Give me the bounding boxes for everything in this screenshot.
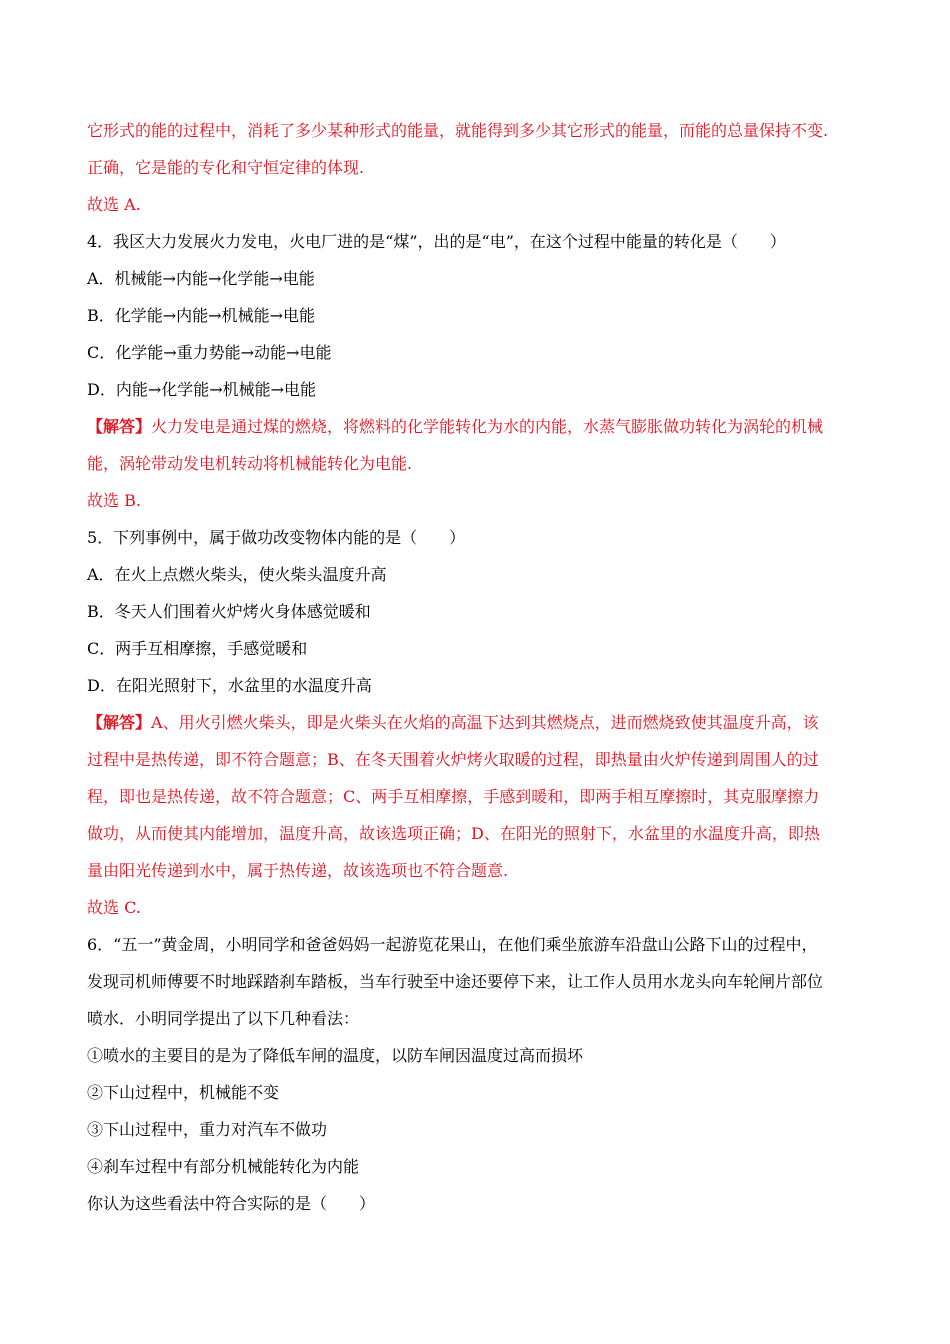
prev-answer-choice: 故选 A.: [87, 195, 141, 214]
q4-answer-text-1: 火力发电是通过煤的燃烧，将燃料的化学能转化为水的内能，水蒸气膨胀做功转化为涡轮的机械: [151, 417, 824, 436]
document-page: [87, 112, 867, 1222]
q4-answer-choice: 故选 B.: [87, 491, 141, 510]
q5-answer-line-1: [87, 704, 867, 741]
q6-statement-2: ②下山过程中，机械能不变: [87, 1083, 280, 1102]
q4-option-a: A．机械能→内能→化学能→电能: [87, 269, 315, 288]
q5-answer-line-5: 量由阳光传递到水中，属于热传递，故该选项也不符合题意.: [87, 861, 509, 880]
q4-stem: 4．我区大力发展火力发电，火电厂进的是“煤”，出的是“电”，在这个过程中能量的转化是（ ）: [87, 232, 786, 251]
q5-option-a: A．在火上点燃火柴头，使火柴头温度升高: [87, 565, 387, 584]
q5-answer-line-4: 做功，从而使其内能增加，温度升高，故该选项正确；D、在阳光的照射下，水盆里的水温度升高，即热: [87, 824, 820, 843]
q6-statement-3: ③下山过程中，重力对汽车不做功: [87, 1120, 328, 1139]
q4-answer-line-1: [87, 408, 867, 445]
q6-stem-line-2: 发现司机师傅要不时地踩踏刹车踏板，当车行驶至中途还要停下来，让工作人员用水龙头向车轮闸片部位: [87, 972, 824, 991]
q4-option-b: B．化学能→内能→机械能→电能: [87, 306, 315, 325]
q6-statement-1: ①喷水的主要目的是为了降低车闸的温度，以防车闸因温度过高而损坏: [87, 1046, 584, 1065]
prev-answer-line-2: 正确，它是能的专化和守恒定律的体现.: [87, 158, 365, 177]
q6-question: 你认为这些看法中符合实际的是（ ）: [87, 1194, 376, 1213]
q5-option-b: B．冬天人们围着火炉烤火身体感觉暖和: [87, 602, 371, 621]
q4-answer-tag: 【解答】: [87, 417, 152, 436]
q5-answer-choice: 故选 C.: [87, 898, 141, 917]
q5-answer-text-1: A、用火引燃火柴头，即是火柴头在火焰的高温下达到其燃烧点，进而燃烧致使其温度升高，该: [151, 713, 819, 732]
q4-option-d: D．内能→化学能→机械能→电能: [87, 380, 317, 399]
q5-stem: 5．下列事例中，属于做功改变物体内能的是（ ）: [87, 528, 466, 547]
q4-option-c: C．化学能→重力势能→动能→电能: [87, 343, 332, 362]
q4-answer-line-2: 能，涡轮带动发电机转动将机械能转化为电能.: [87, 454, 413, 473]
q5-option-c: C．两手互相摩擦，手感觉暖和: [87, 639, 308, 658]
q6-statement-4: ④刹车过程中有部分机械能转化为内能: [87, 1157, 360, 1176]
prev-answer-line-1: 它形式的能的过程中，消耗了多少某种形式的能量，就能得到多少其它形式的能量，而能的总量保持不变.: [87, 121, 829, 140]
q6-stem-line-3: 喷水．小明同学提出了以下几种看法：: [87, 1009, 360, 1028]
q5-answer-tag: 【解答】: [87, 713, 152, 732]
q5-option-d: D．在阳光照射下，水盆里的水温度升高: [87, 676, 372, 695]
q6-stem-line-1: 6．“五一”黄金周，小明同学和爸爸妈妈一起游览花果山，在他们乘坐旅游车沿盘山公路下山的过程中，: [87, 935, 818, 954]
q5-answer-line-2: 过程中是热传递，即不符合题意；B、在冬天围着火炉烤火取暖的过程，即热量由火炉传递到周围人的过: [87, 750, 819, 769]
q5-answer-line-3: 程，即也是热传递，故不符合题意；C、两手互相摩擦，手感到暖和，即两手相互摩擦时，其克服摩擦力: [87, 787, 820, 806]
